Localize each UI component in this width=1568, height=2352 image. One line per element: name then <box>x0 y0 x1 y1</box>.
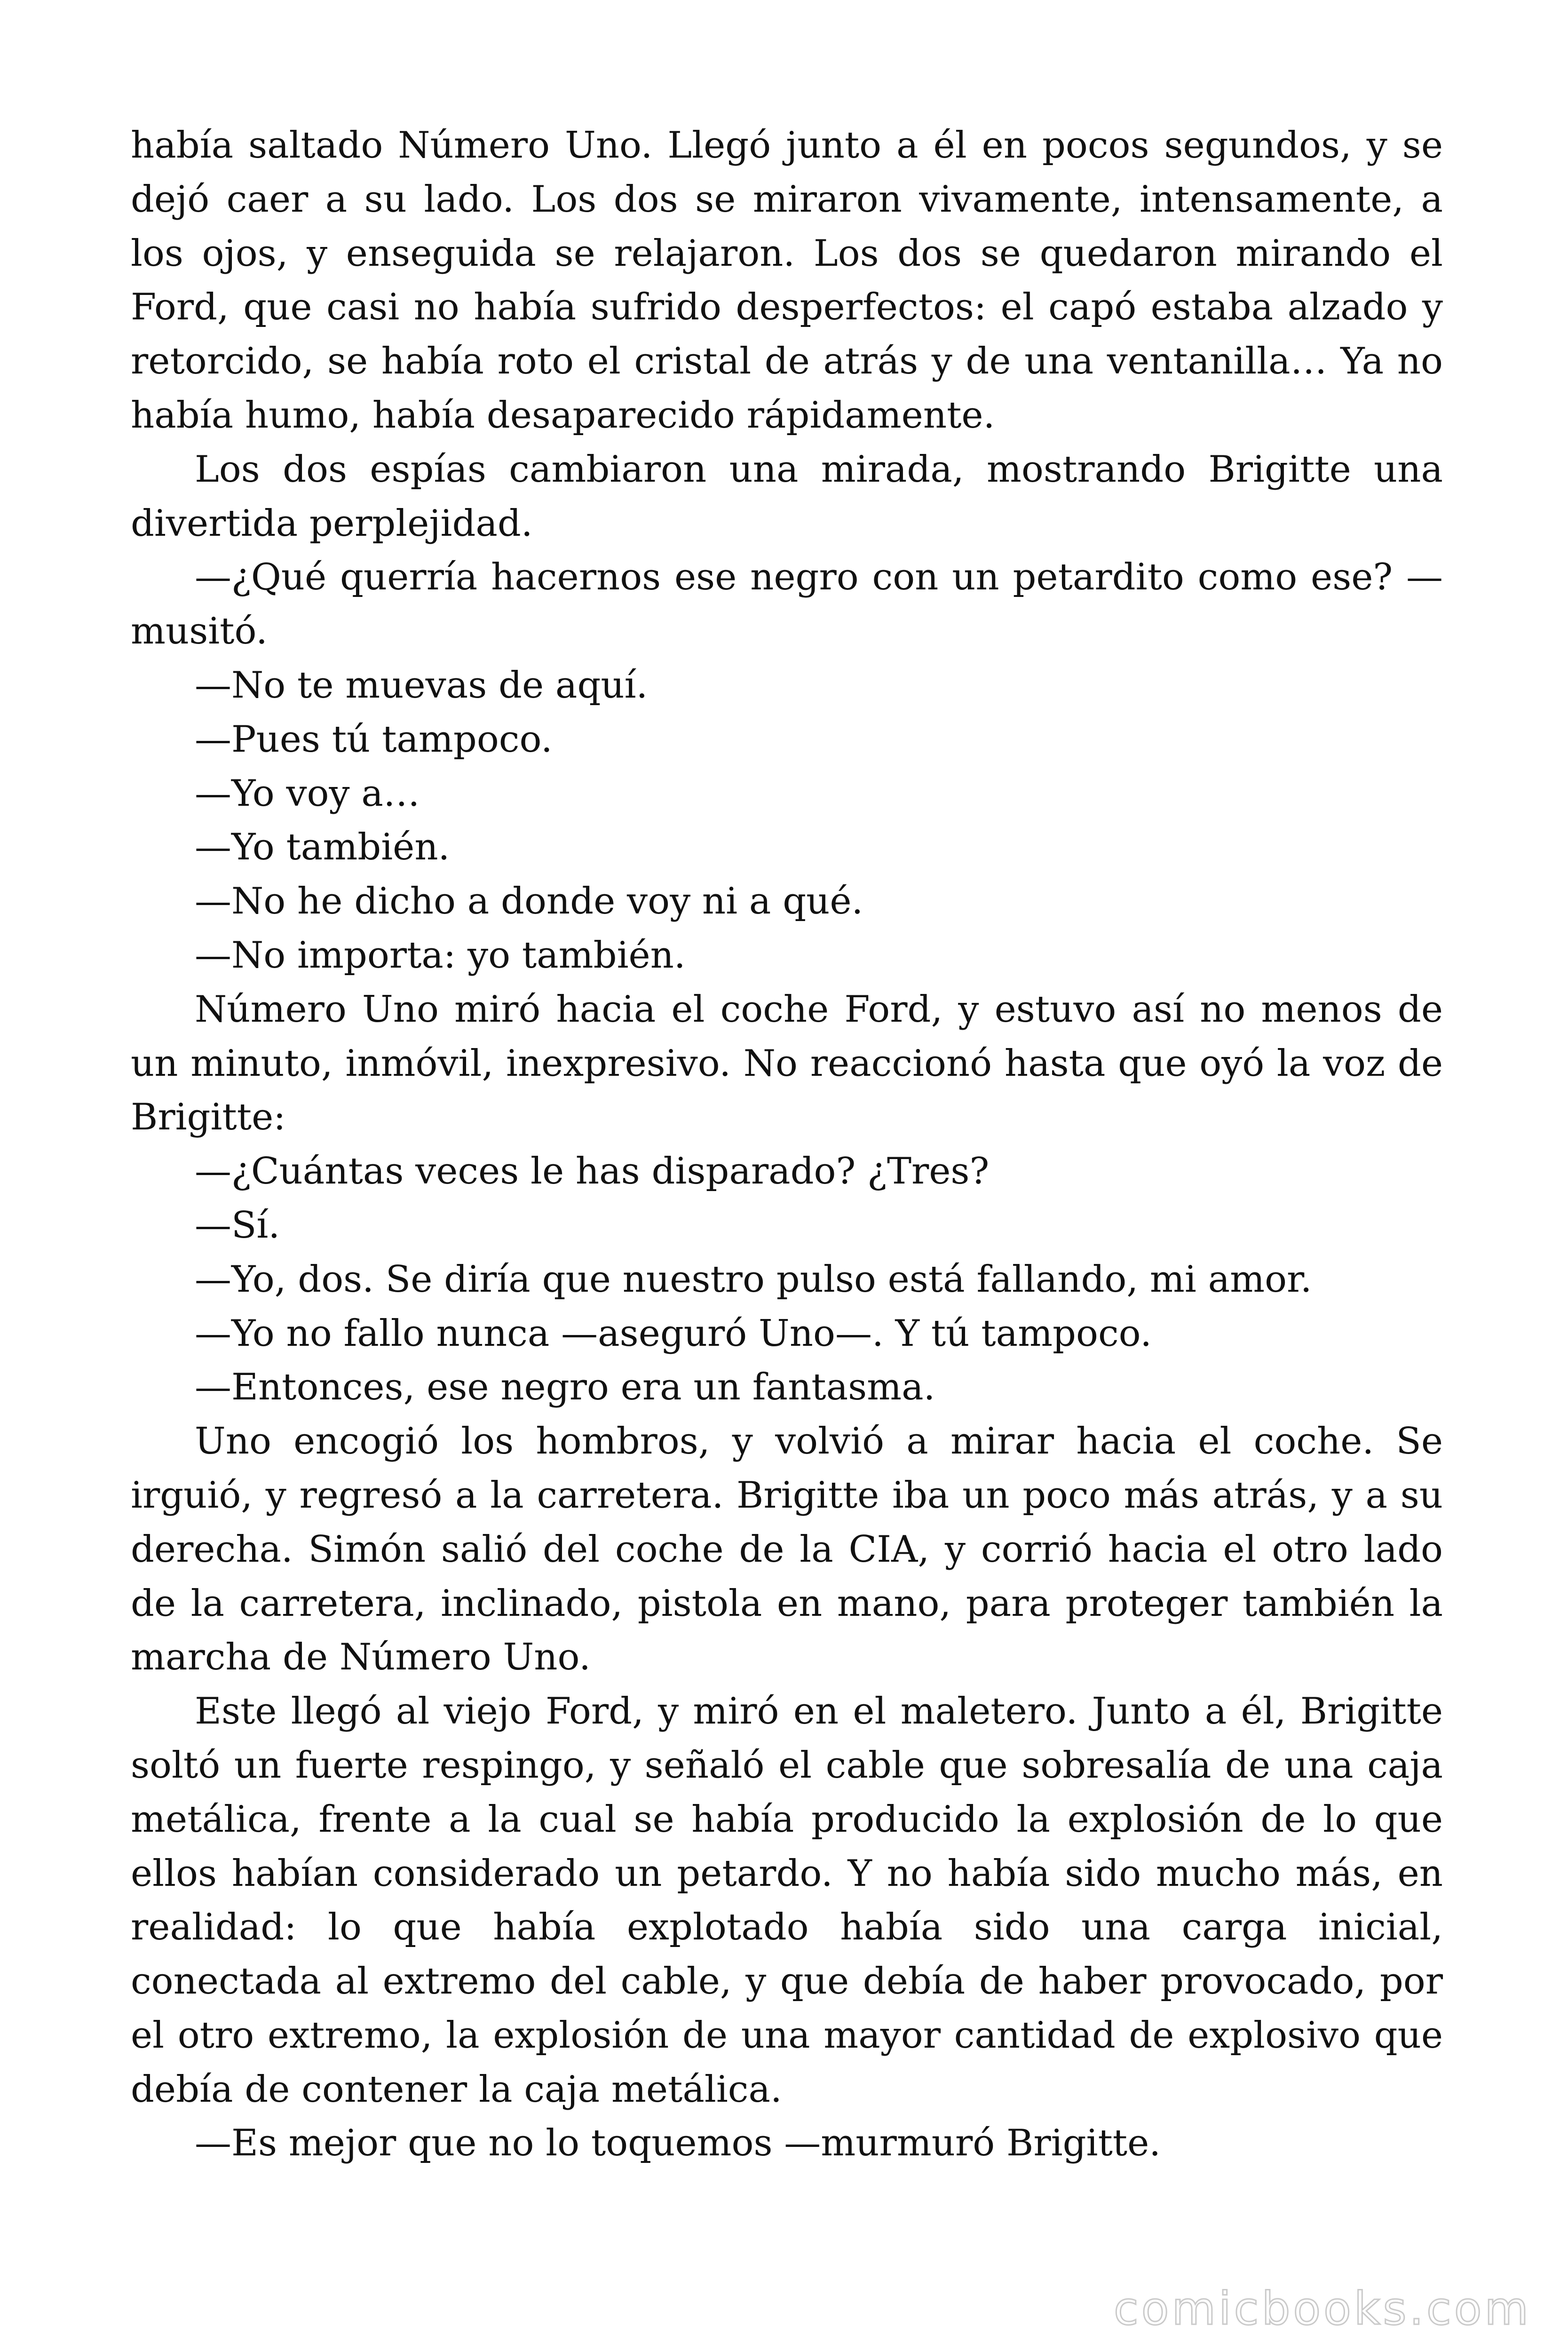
dialogue-line: —Es mejor que no lo toquemos —murmuró Brigitte. <box>195 2122 1161 2165</box>
dialogue-line: —Yo también. <box>195 826 450 869</box>
paragraph: Número Uno miró hacia el coche Ford, y estuvo así no menos de un minuto, inmóvil, inexpresivo. No reaccionó hasta que oyó la voz de Brigitte: <box>131 988 1443 1139</box>
dialogue-line: —Sí. <box>195 1204 280 1247</box>
dialogue-line: —Yo voy a… <box>195 772 420 815</box>
body-text <box>131 119 1443 2170</box>
dialogue-line: —No te muevas de aquí. <box>195 664 648 707</box>
dialogue-line: —No importa: yo también. <box>195 934 686 977</box>
dialogue-line: —Yo, dos. Se diría que nuestro pulso está fallando, mi amor. <box>195 1258 1312 1301</box>
dialogue-line: —Yo no fallo nunca —aseguró Uno—. Y tú tampoco. <box>195 1312 1152 1355</box>
dialogue-line: —Entonces, ese negro era un fantasma. <box>195 1366 935 1409</box>
dialogue-line: —Pues tú tampoco. <box>195 718 553 761</box>
watermark-logo: comicbooks.com <box>1113 2282 1531 2335</box>
paragraph: Los dos espías cambiaron una mirada, mostrando Brigitte una divertida perplejidad. <box>131 448 1443 545</box>
paragraph: Este llegó al viejo Ford, y miró en el maletero. Junto a él, Brigitte soltó un fuerte respingo, y señaló el cable que sobresalía de una caja metálica, frente a la cual se había producido la explosión de lo que ellos habían considerado un petardo. Y no había sido mucho más, en realidad: lo que había explotado había sido una carga inicial, conectada al extremo del cable, y que debía de haber provocado, por el otro extremo, la explosión de una mayor cantidad de explosivo que debía de contener la caja metálica. <box>131 1690 1443 2111</box>
dialogue-line: —No he dicho a donde voy ni a qué. <box>195 880 863 923</box>
dialogue-line: —¿Qué querría hacernos ese negro con un petardito como ese? —musitó. <box>131 556 1443 653</box>
dialogue-line: —¿Cuántas veces le has disparado? ¿Tres? <box>195 1150 990 1193</box>
paragraph: Uno encogió los hombros, y volvió a mirar hacia el coche. Se irguió, y regresó a la carretera. Brigitte iba un poco más atrás, y a su derecha. Simón salió del coche de la CIA, y corrió hacia el otro lado de la carretera, inclinado, pistola en mano, para proteger también la marcha de Número Uno. <box>131 1420 1443 1679</box>
paragraph: había saltado Número Uno. Llegó junto a él en pocos segundos, y se dejó caer a su lado. Los dos se miraron vivamente, intensamente, a los ojos, y enseguida se relajaron. Los dos se quedaron mirando el Ford, que casi no había sufrido desperfectos: el capó estaba alzado y retorcido, se había roto el cristal de atrás y de una ventanilla… Ya no había humo, había desaparecido rápidamente. <box>131 124 1443 437</box>
